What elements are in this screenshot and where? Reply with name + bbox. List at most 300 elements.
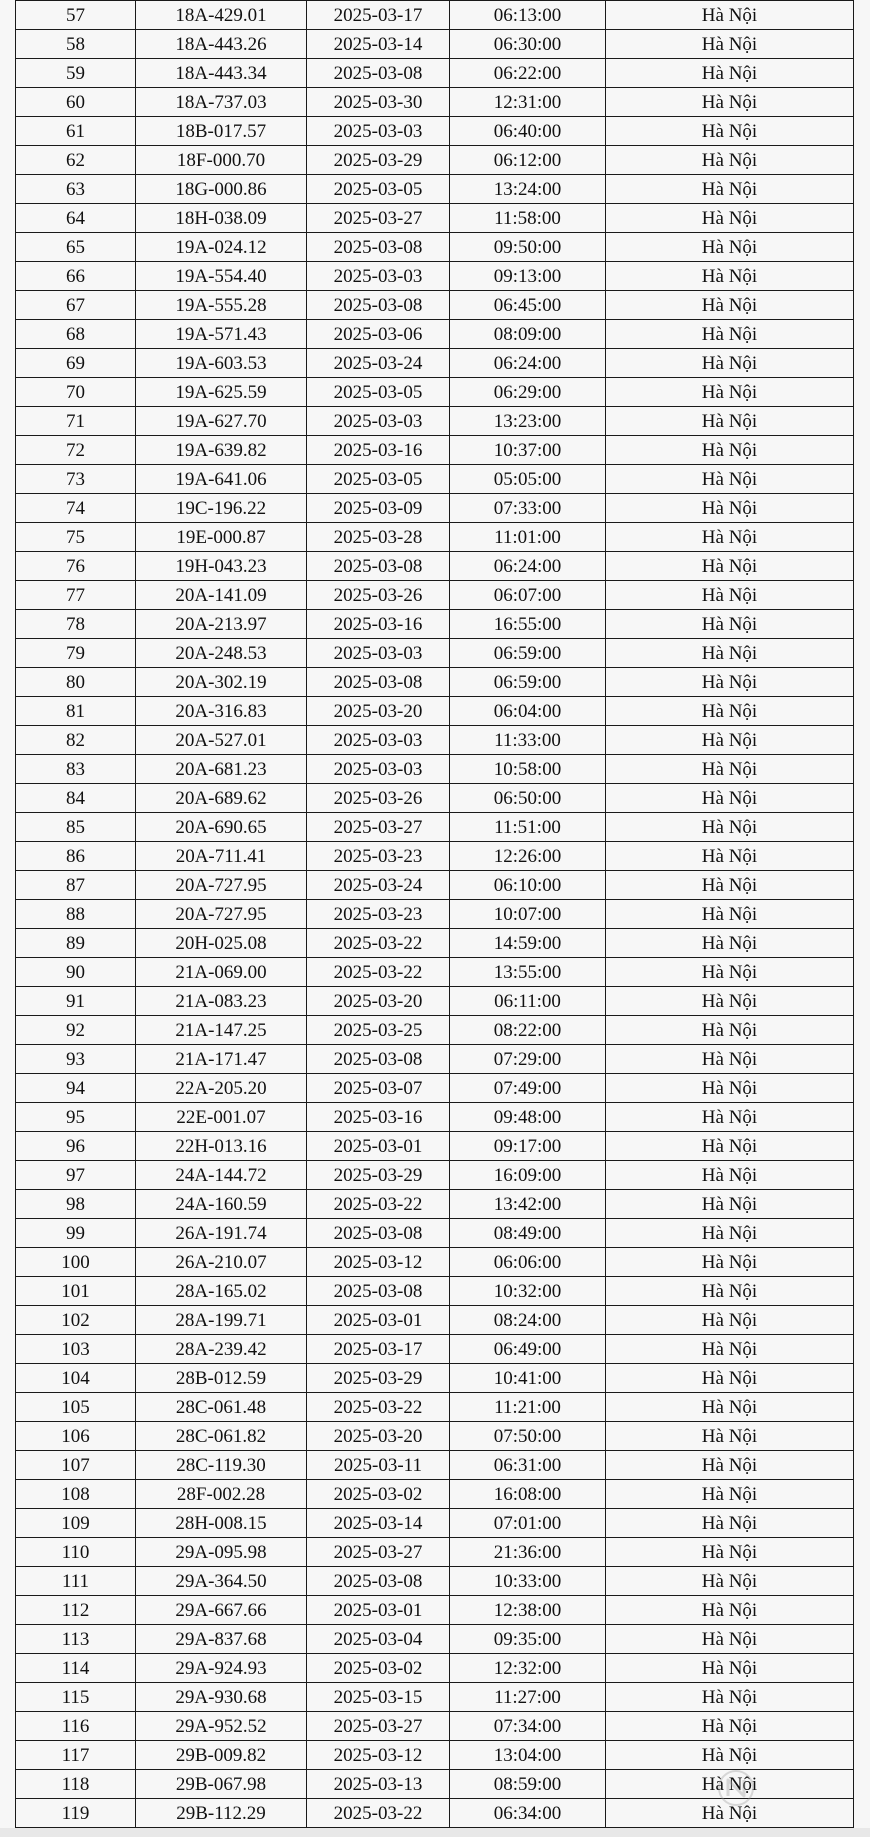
violation-time-cell: 08:49:00 [450,1219,606,1248]
violation-time-cell: 09:50:00 [450,233,606,262]
violation-date-cell: 2025-03-22 [307,929,450,958]
table-row [16,1625,854,1654]
table-row [16,929,854,958]
license-plate-cell: 29A-095.98 [136,1538,307,1567]
violation-table [15,0,854,1828]
license-plate-cell: 20A-248.53 [136,639,307,668]
location-cell: Hà Nội [606,1248,854,1277]
license-plate-cell: 19A-627.70 [136,407,307,436]
license-plate-cell: 19E-000.87 [136,523,307,552]
row-number-cell: 85 [16,813,136,842]
violation-time-cell: 10:37:00 [450,436,606,465]
row-number-cell: 67 [16,291,136,320]
location-cell: Hà Nội [606,378,854,407]
violation-date-cell: 2025-03-08 [307,1277,450,1306]
violation-time-cell: 07:50:00 [450,1422,606,1451]
violation-time-cell: 06:11:00 [450,987,606,1016]
table-row [16,1335,854,1364]
location-cell: Hà Nội [606,1451,854,1480]
violation-date-cell: 2025-03-05 [307,175,450,204]
violation-time-cell: 13:24:00 [450,175,606,204]
violation-date-cell: 2025-03-08 [307,291,450,320]
location-cell: Hà Nội [606,871,854,900]
license-plate-cell: 28A-165.02 [136,1277,307,1306]
violation-date-cell: 2025-03-26 [307,581,450,610]
table-row [16,1132,854,1161]
violation-date-cell: 2025-03-04 [307,1625,450,1654]
table-row [16,146,854,175]
table-row [16,813,854,842]
violation-time-cell: 08:24:00 [450,1306,606,1335]
location-cell: Hà Nội [606,813,854,842]
license-plate-cell: 29A-930.68 [136,1683,307,1712]
location-cell: Hà Nội [606,1422,854,1451]
location-cell: Hà Nội [606,1335,854,1364]
location-cell: Hà Nội [606,233,854,262]
table-row [16,1538,854,1567]
table-row [16,1741,854,1770]
table-row [16,958,854,987]
violation-time-cell: 16:09:00 [450,1161,606,1190]
location-cell: Hà Nội [606,784,854,813]
violation-time-cell: 12:31:00 [450,88,606,117]
row-number-cell: 96 [16,1132,136,1161]
row-number-cell: 118 [16,1770,136,1799]
violation-date-cell: 2025-03-12 [307,1248,450,1277]
violation-date-cell: 2025-03-02 [307,1654,450,1683]
table-row [16,1364,854,1393]
license-plate-cell: 28C-119.30 [136,1451,307,1480]
location-cell: Hà Nội [606,1799,854,1828]
location-cell: Hà Nội [606,436,854,465]
license-plate-cell: 28H-008.15 [136,1509,307,1538]
violation-time-cell: 10:07:00 [450,900,606,929]
license-plate-cell: 20A-681.23 [136,755,307,784]
violation-date-cell: 2025-03-27 [307,204,450,233]
row-number-cell: 58 [16,30,136,59]
row-number-cell: 108 [16,1480,136,1509]
license-plate-cell: 19A-641.06 [136,465,307,494]
violation-time-cell: 06:07:00 [450,581,606,610]
table-row [16,320,854,349]
table-row [16,1480,854,1509]
violation-time-cell: 11:27:00 [450,1683,606,1712]
violation-time-cell: 06:24:00 [450,349,606,378]
violation-time-cell: 07:34:00 [450,1712,606,1741]
license-plate-cell: 29A-924.93 [136,1654,307,1683]
table-row [16,1277,854,1306]
location-cell: Hà Nội [606,1770,854,1799]
license-plate-cell: 20A-727.95 [136,871,307,900]
row-number-cell: 94 [16,1074,136,1103]
table-row [16,610,854,639]
license-plate-cell: 20A-690.65 [136,813,307,842]
row-number-cell: 91 [16,987,136,1016]
violation-date-cell: 2025-03-14 [307,30,450,59]
license-plate-cell: 20A-213.97 [136,610,307,639]
location-cell: Hà Nội [606,1306,854,1335]
location-cell: Hà Nội [606,1509,854,1538]
violation-date-cell: 2025-03-08 [307,233,450,262]
violation-time-cell: 16:08:00 [450,1480,606,1509]
row-number-cell: 57 [16,1,136,30]
row-number-cell: 71 [16,407,136,436]
location-cell: Hà Nội [606,523,854,552]
location-cell: Hà Nội [606,639,854,668]
table-row [16,842,854,871]
location-cell: Hà Nội [606,88,854,117]
license-plate-cell: 21A-171.47 [136,1045,307,1074]
violation-time-cell: 10:33:00 [450,1567,606,1596]
table-row [16,668,854,697]
location-cell: Hà Nội [606,1683,854,1712]
table-row [16,1451,854,1480]
violation-date-cell: 2025-03-01 [307,1132,450,1161]
row-number-cell: 89 [16,929,136,958]
location-cell: Hà Nội [606,1045,854,1074]
table-row [16,1219,854,1248]
location-cell: Hà Nội [606,1625,854,1654]
violation-time-cell: 07:33:00 [450,494,606,523]
violation-time-cell: 06:06:00 [450,1248,606,1277]
location-cell: Hà Nội [606,1161,854,1190]
row-number-cell: 86 [16,842,136,871]
row-number-cell: 60 [16,88,136,117]
location-cell: Hà Nội [606,1712,854,1741]
license-plate-cell: 19A-625.59 [136,378,307,407]
location-cell: Hà Nội [606,842,854,871]
license-plate-cell: 29A-667.66 [136,1596,307,1625]
violation-time-cell: 10:58:00 [450,755,606,784]
violation-time-cell: 06:22:00 [450,59,606,88]
license-plate-cell: 19A-554.40 [136,262,307,291]
violation-time-cell: 06:59:00 [450,668,606,697]
location-cell: Hà Nội [606,1480,854,1509]
table-row [16,1016,854,1045]
license-plate-cell: 21A-147.25 [136,1016,307,1045]
violation-date-cell: 2025-03-30 [307,88,450,117]
license-plate-cell: 18G-000.86 [136,175,307,204]
violation-time-cell: 13:42:00 [450,1190,606,1219]
violation-time-cell: 11:21:00 [450,1393,606,1422]
table-row [16,117,854,146]
row-number-cell: 62 [16,146,136,175]
table-row [16,1683,854,1712]
location-cell: Hà Nội [606,1538,854,1567]
violation-date-cell: 2025-03-07 [307,1074,450,1103]
row-number-cell: 99 [16,1219,136,1248]
violation-date-cell: 2025-03-08 [307,1567,450,1596]
violation-time-cell: 12:26:00 [450,842,606,871]
violation-date-cell: 2025-03-01 [307,1306,450,1335]
location-cell: Hà Nội [606,610,854,639]
violation-date-cell: 2025-03-23 [307,842,450,871]
table-row [16,755,854,784]
location-cell: Hà Nội [606,697,854,726]
violation-time-cell: 21:36:00 [450,1538,606,1567]
table-row [16,987,854,1016]
license-plate-cell: 28A-239.42 [136,1335,307,1364]
license-plate-cell: 18A-737.03 [136,88,307,117]
row-number-cell: 79 [16,639,136,668]
license-plate-cell: 20A-302.19 [136,668,307,697]
location-cell: Hà Nội [606,407,854,436]
row-number-cell: 102 [16,1306,136,1335]
table-row [16,465,854,494]
table-row [16,784,854,813]
license-plate-cell: 18H-038.09 [136,204,307,233]
row-number-cell: 66 [16,262,136,291]
row-number-cell: 97 [16,1161,136,1190]
license-plate-cell: 29A-364.50 [136,1567,307,1596]
violation-time-cell: 07:49:00 [450,1074,606,1103]
row-number-cell: 72 [16,436,136,465]
table-row [16,1190,854,1219]
location-cell: Hà Nội [606,146,854,175]
table-row [16,378,854,407]
violation-date-cell: 2025-03-01 [307,1596,450,1625]
location-cell: Hà Nội [606,494,854,523]
row-number-cell: 69 [16,349,136,378]
row-number-cell: 95 [16,1103,136,1132]
location-cell: Hà Nội [606,1190,854,1219]
table-row [16,1596,854,1625]
row-number-cell: 81 [16,697,136,726]
license-plate-cell: 24A-160.59 [136,1190,307,1219]
violation-time-cell: 06:29:00 [450,378,606,407]
row-number-cell: 78 [16,610,136,639]
table-row [16,1074,854,1103]
table-row [16,1422,854,1451]
row-number-cell: 63 [16,175,136,204]
table-row [16,1248,854,1277]
table-row [16,204,854,233]
violation-time-cell: 16:55:00 [450,610,606,639]
license-plate-cell: 18A-429.01 [136,1,307,30]
row-number-cell: 103 [16,1335,136,1364]
row-number-cell: 77 [16,581,136,610]
location-cell: Hà Nội [606,1741,854,1770]
location-cell: Hà Nội [606,668,854,697]
violation-time-cell: 10:32:00 [450,1277,606,1306]
row-number-cell: 117 [16,1741,136,1770]
violation-time-cell: 06:40:00 [450,117,606,146]
violation-date-cell: 2025-03-03 [307,262,450,291]
violation-time-cell: 10:41:00 [450,1364,606,1393]
violation-date-cell: 2025-03-03 [307,755,450,784]
table-row [16,436,854,465]
table-row [16,1306,854,1335]
violation-date-cell: 2025-03-09 [307,494,450,523]
row-number-cell: 104 [16,1364,136,1393]
row-number-cell: 101 [16,1277,136,1306]
license-plate-cell: 20H-025.08 [136,929,307,958]
violation-date-cell: 2025-03-23 [307,900,450,929]
violation-time-cell: 06:10:00 [450,871,606,900]
row-number-cell: 59 [16,59,136,88]
license-plate-cell: 29A-952.52 [136,1712,307,1741]
location-cell: Hà Nội [606,175,854,204]
license-plate-cell: 28C-061.48 [136,1393,307,1422]
license-plate-cell: 19A-603.53 [136,349,307,378]
violation-date-cell: 2025-03-03 [307,639,450,668]
row-number-cell: 61 [16,117,136,146]
license-plate-cell: 19A-571.43 [136,320,307,349]
row-number-cell: 73 [16,465,136,494]
row-number-cell: 98 [16,1190,136,1219]
license-plate-cell: 19A-639.82 [136,436,307,465]
location-cell: Hà Nội [606,1393,854,1422]
violation-time-cell: 08:09:00 [450,320,606,349]
row-number-cell: 76 [16,552,136,581]
violation-date-cell: 2025-03-12 [307,1741,450,1770]
violation-date-cell: 2025-03-11 [307,1451,450,1480]
row-number-cell: 82 [16,726,136,755]
violation-date-cell: 2025-03-06 [307,320,450,349]
license-plate-cell: 20A-689.62 [136,784,307,813]
location-cell: Hà Nội [606,755,854,784]
violation-time-cell: 09:48:00 [450,1103,606,1132]
location-cell: Hà Nội [606,1,854,30]
row-number-cell: 75 [16,523,136,552]
license-plate-cell: 22A-205.20 [136,1074,307,1103]
row-number-cell: 88 [16,900,136,929]
location-cell: Hà Nội [606,1016,854,1045]
license-plate-cell: 19A-555.28 [136,291,307,320]
row-number-cell: 64 [16,204,136,233]
row-number-cell: 65 [16,233,136,262]
table-row [16,291,854,320]
violation-date-cell: 2025-03-29 [307,1161,450,1190]
violation-time-cell: 12:32:00 [450,1654,606,1683]
violation-time-cell: 11:58:00 [450,204,606,233]
violation-date-cell: 2025-03-27 [307,1712,450,1741]
violation-date-cell: 2025-03-03 [307,117,450,146]
violation-time-cell: 07:29:00 [450,1045,606,1074]
violation-date-cell: 2025-03-22 [307,1799,450,1828]
table-row [16,697,854,726]
row-number-cell: 113 [16,1625,136,1654]
violation-time-cell: 11:51:00 [450,813,606,842]
location-cell: Hà Nội [606,1567,854,1596]
violation-time-cell: 13:04:00 [450,1741,606,1770]
location-cell: Hà Nội [606,1103,854,1132]
table-row [16,1103,854,1132]
row-number-cell: 114 [16,1654,136,1683]
violation-time-cell: 14:59:00 [450,929,606,958]
violation-date-cell: 2025-03-08 [307,1219,450,1248]
table-row [16,30,854,59]
violation-time-cell: 09:17:00 [450,1132,606,1161]
license-plate-cell: 20A-527.01 [136,726,307,755]
license-plate-cell: 20A-711.41 [136,842,307,871]
violation-time-cell: 06:59:00 [450,639,606,668]
location-cell: Hà Nội [606,929,854,958]
violation-date-cell: 2025-03-27 [307,1538,450,1567]
location-cell: Hà Nội [606,262,854,291]
table-row [16,88,854,117]
license-plate-cell: 21A-069.00 [136,958,307,987]
license-plate-cell: 18F-000.70 [136,146,307,175]
violation-date-cell: 2025-03-16 [307,610,450,639]
violation-date-cell: 2025-03-08 [307,668,450,697]
location-cell: Hà Nội [606,291,854,320]
license-plate-cell: 20A-141.09 [136,581,307,610]
table-body [16,1,854,1828]
violation-time-cell: 06:24:00 [450,552,606,581]
license-plate-cell: 20A-316.83 [136,697,307,726]
violation-time-cell: 13:55:00 [450,958,606,987]
violation-date-cell: 2025-03-20 [307,1422,450,1451]
violation-date-cell: 2025-03-22 [307,1393,450,1422]
table-row [16,407,854,436]
location-cell: Hà Nội [606,1596,854,1625]
violation-date-cell: 2025-03-17 [307,1,450,30]
license-plate-cell: 21A-083.23 [136,987,307,1016]
row-number-cell: 87 [16,871,136,900]
bottom-edge [0,1828,870,1837]
row-number-cell: 112 [16,1596,136,1625]
violation-time-cell: 06:30:00 [450,30,606,59]
location-cell: Hà Nội [606,900,854,929]
violation-date-cell: 2025-03-17 [307,1335,450,1364]
row-number-cell: 115 [16,1683,136,1712]
violation-date-cell: 2025-03-05 [307,378,450,407]
violation-date-cell: 2025-03-15 [307,1683,450,1712]
row-number-cell: 83 [16,755,136,784]
row-number-cell: 111 [16,1567,136,1596]
violation-time-cell: 06:13:00 [450,1,606,30]
table-row [16,900,854,929]
location-cell: Hà Nội [606,1132,854,1161]
violation-date-cell: 2025-03-24 [307,871,450,900]
row-number-cell: 107 [16,1451,136,1480]
location-cell: Hà Nội [606,1074,854,1103]
license-plate-cell: 26A-191.74 [136,1219,307,1248]
violation-time-cell: 06:34:00 [450,1799,606,1828]
location-cell: Hà Nội [606,59,854,88]
violation-time-cell: 06:04:00 [450,697,606,726]
violation-time-cell: 06:12:00 [450,146,606,175]
violation-date-cell: 2025-03-27 [307,813,450,842]
violation-date-cell: 2025-03-28 [307,523,450,552]
license-plate-cell: 28C-061.82 [136,1422,307,1451]
violation-time-cell: 07:01:00 [450,1509,606,1538]
row-number-cell: 68 [16,320,136,349]
table-row [16,1509,854,1538]
table-row [16,726,854,755]
license-plate-cell: 26A-210.07 [136,1248,307,1277]
table-row [16,1770,854,1799]
row-number-cell: 105 [16,1393,136,1422]
table-row [16,1799,854,1828]
table-row [16,349,854,378]
location-cell: Hà Nội [606,349,854,378]
table-row [16,1161,854,1190]
violation-time-cell: 11:01:00 [450,523,606,552]
table-row [16,581,854,610]
row-number-cell: 100 [16,1248,136,1277]
license-plate-cell: 28F-002.28 [136,1480,307,1509]
license-plate-cell: 18B-017.57 [136,117,307,146]
violation-time-cell: 05:05:00 [450,465,606,494]
table-row [16,1712,854,1741]
row-number-cell: 84 [16,784,136,813]
location-cell: Hà Nội [606,30,854,59]
license-plate-cell: 20A-727.95 [136,900,307,929]
violation-time-cell: 11:33:00 [450,726,606,755]
violation-time-cell: 06:50:00 [450,784,606,813]
